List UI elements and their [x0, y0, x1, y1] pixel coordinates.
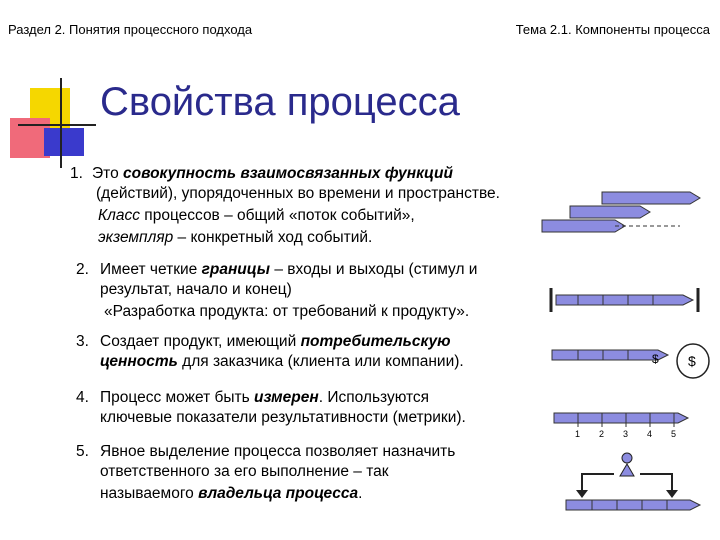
tick-label: 3 [623, 429, 629, 439]
item-number: 1. [70, 165, 83, 182]
person-icon [620, 453, 634, 476]
process-flow-illustration [540, 188, 715, 238]
list-item-1: 1. Это совокупность взаимосвязанных функций (действий), упорядоченных во времени и пространстве. Класс процессов – общий «поток событий», экземпляр – конкретный ход событий. [70, 165, 500, 246]
svg-text:$: $ [652, 352, 659, 366]
tick-label: 5 [671, 429, 677, 439]
topic-header: Тема 2.1. Компоненты процесса [515, 22, 710, 37]
tick-label: 2 [599, 429, 605, 439]
page-title: Свойства процесса [100, 80, 460, 124]
svg-text:$: $ [688, 353, 696, 369]
bounded-process-illustration [548, 285, 718, 315]
value-illustration [548, 335, 718, 380]
section-header: Раздел 2. Понятия процессного подхода [8, 22, 253, 37]
list-item-4: 4. Процесс может быть измерен. Используются ключевые показатели результативности (метрики). [76, 389, 466, 426]
owner-illustration [562, 450, 712, 512]
item-number: 5. [76, 443, 89, 460]
list-item-2: 2. Имеет четкие границы – входы и выходы (стимул и результат, начало и конец) «Разработка продукта: от требований к продукту». [76, 261, 478, 320]
list-item-5: 5. Явное выделение процесса позволяет назначить ответственного за его выполнение – так называемого владельца процесса. [76, 443, 456, 502]
decorative-logo [8, 78, 98, 158]
tick-label: 4 [647, 429, 653, 439]
list-item-3: 3. Создает продукт, имеющий потребительскую ценность для заказчика (клиента или компании). [76, 333, 464, 370]
metrics-illustration [550, 405, 720, 440]
item-number: 4. [76, 389, 89, 406]
item-number: 2. [76, 261, 89, 278]
tick-label: 1 [575, 429, 581, 439]
item-number: 3. [76, 333, 89, 350]
